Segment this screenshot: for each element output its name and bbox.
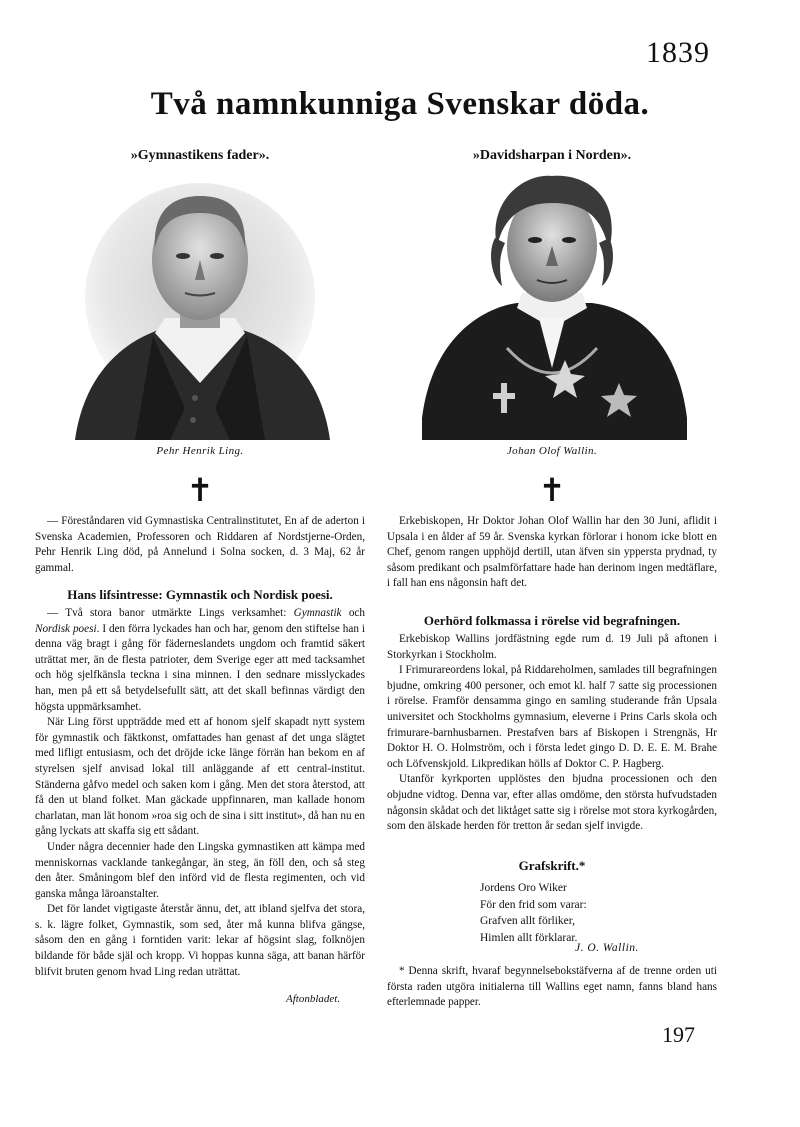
paragraph: Utanför kyrkporten upplöstes den bjudna processionen och den objudne vidtog. Denna var, efter allas omdöme, den största hufvudstaden någonsin skådat och det liktåget satte sig i rörelse mot stora kyrkogården, som den älskade herden för tretton år sedan sjelf invigde. (387, 773, 717, 833)
right-subtitle: »Davidsharpan i Norden». (472, 148, 632, 163)
year: 1839 (646, 36, 710, 69)
page-title: Två namnkunniga Svenskar döda. (150, 86, 650, 122)
footnote: * Denna skrift, hvaraf begynnelsebokstäfverna af de trenne orden uti första raden utgöra initialerna till Wallins eget namn, fanns bland hans efterlemnade papper. (387, 965, 717, 1009)
poem (480, 880, 660, 946)
paragraph: Under några decennier hade den Lingska gymnastiken att kämpa med menniskornas vacklande tankegångar, än steg, än föll den, och så steg den åter. Småningom blef den införd vid de flesta regimenten, och vid ganska många läroanstalter. (35, 840, 365, 900)
poem-line: Himlen allt förklarar. (480, 931, 578, 944)
left-intro: — Föreståndaren vid Gymnastiska Centralinstitutet, En af de aderton i Svenska Academien, Professoren och Riddaren af Nordstjerne-Orden, Pehr Henrik Ling död, på Annelund i Solna socken, d. 3 Maj, 62 år gammal. (35, 515, 365, 574)
paragraph: Erkebiskop Wallins jordfästning egde rum d. 19 Juli på aftonen i Storkyrkan i Stockholm. (387, 633, 717, 661)
left-subtitle: »Gymnastikens fader». (130, 148, 270, 163)
left-caption: Pehr Henrik Ling. (156, 445, 244, 457)
poem-line: För den frid som varar: (480, 898, 587, 911)
right-intro: Erkebiskopen, Hr Doktor Johan Olof Wallin har den 30 Juni, aflidit i Upsala i en ålder af 59 år. Svenska kyrkan förlorar i honom icke blott en Chef, genom rangen upphöjd dertill, utan äfven sin yppersta prydnad, ty såsom predikant och psalmförfattare hade han derinom ingen medtäflare, i fall han ens någonsin haft det. (387, 515, 717, 590)
cross-icon: ✝ (186, 471, 214, 509)
coat-button (192, 395, 198, 401)
right-caption: Johan Olof Wallin. (506, 445, 598, 457)
poem-signature: J. O. Wallin. (575, 942, 639, 954)
paragraph: Det för landet vigtigaste återstår ännu, det, att ibland sjelfva det stora, s. k. lägre folket, Gymnastik, som sed, åter må kunna blifva gängse, såsom den en gång i forntiden varit: lekar af högsint slag, folknöjen bildande för både själ och kropp. Vi hoppas kunna säga, att banan härför blifvit bruten genom hvad Ling redan uträttat. (35, 903, 365, 978)
poem-line: Jordens Oro Wiker (480, 882, 567, 894)
right-body (387, 632, 717, 835)
page-number: 197 (662, 1022, 695, 1047)
poem-line: Grafven allt förliker, (480, 915, 576, 927)
left-heading: Hans lifsintresse: Gymnastik och Nordisk poesi. (67, 587, 333, 602)
paragraph: I Frimurareordens lokal, på Riddareholmen, samlades till begrafningen bjudne, omkring 400 personer, och emot kl. half 7 satte sig processionen i rörelse. Framför densamma gingo en samling studerande från Upsala universitet och Stockholms gymnasium, eleverne i Prins Carls skola och frimurare-barnhusbarnen. Prestafven bars af Biskopen i Strengnäs, Hr Doktor H. O. Holmström, och i första ledet gingo D. D. E. E. M. Brahe och Löfvenskjold. Likpredikan hölls af Doktor C. P. Hagberg. (387, 664, 717, 770)
cross-icon: ✝ (538, 471, 566, 509)
poem-heading: Grafskrift.* (518, 858, 586, 873)
coat-button (190, 417, 196, 423)
paragraph: — Två stora banor utmärkte Lings verksamhet: Gymnastik och Nordisk poesi. I den förra lyckades han och har, genom den stiftelse han i denna väg bragt i gång för fäderneslandets ungdom och framtid säkert uträttat mer, än de flesta patrioter, dem Sverige eger att med tacksamhet och hög sjelfkänsla teckna i sina minnen. I den sednare misslyckades han, men på ett så betydelsefullt sätt, att det skall befinnas värdigt den högsta uppmärksamhet. (35, 607, 365, 713)
portrait-ling (35, 168, 365, 440)
source-signature: Aftonbladet. (286, 993, 341, 1005)
left-body (35, 606, 365, 980)
paragraph: När Ling först uppträdde med ett af honom sjelf skapadt nytt system för gymnastik och fäktkonst, omfattades han genast af det unga slägtet med lifligt entusiasm, och det dröjde icke länge förrän han bekom en af styrelsen sjelf anvisad lokal till anläggande af ett central-institut. Ständerna gåfvo medel och saken kom i gång. Men det stora återstod, att få den ut bland folket. Man gäckade uppfinnaren, man kallade honom charlatan, man lät honom »roa sig och de sina i sitt institut», då han nu en gång lyckats att skaffa sig ett sådant. (35, 716, 365, 838)
portrait-wallin (387, 168, 717, 440)
right-heading: Oerhörd folkmassa i rörelse vid begrafningen. (423, 613, 681, 628)
